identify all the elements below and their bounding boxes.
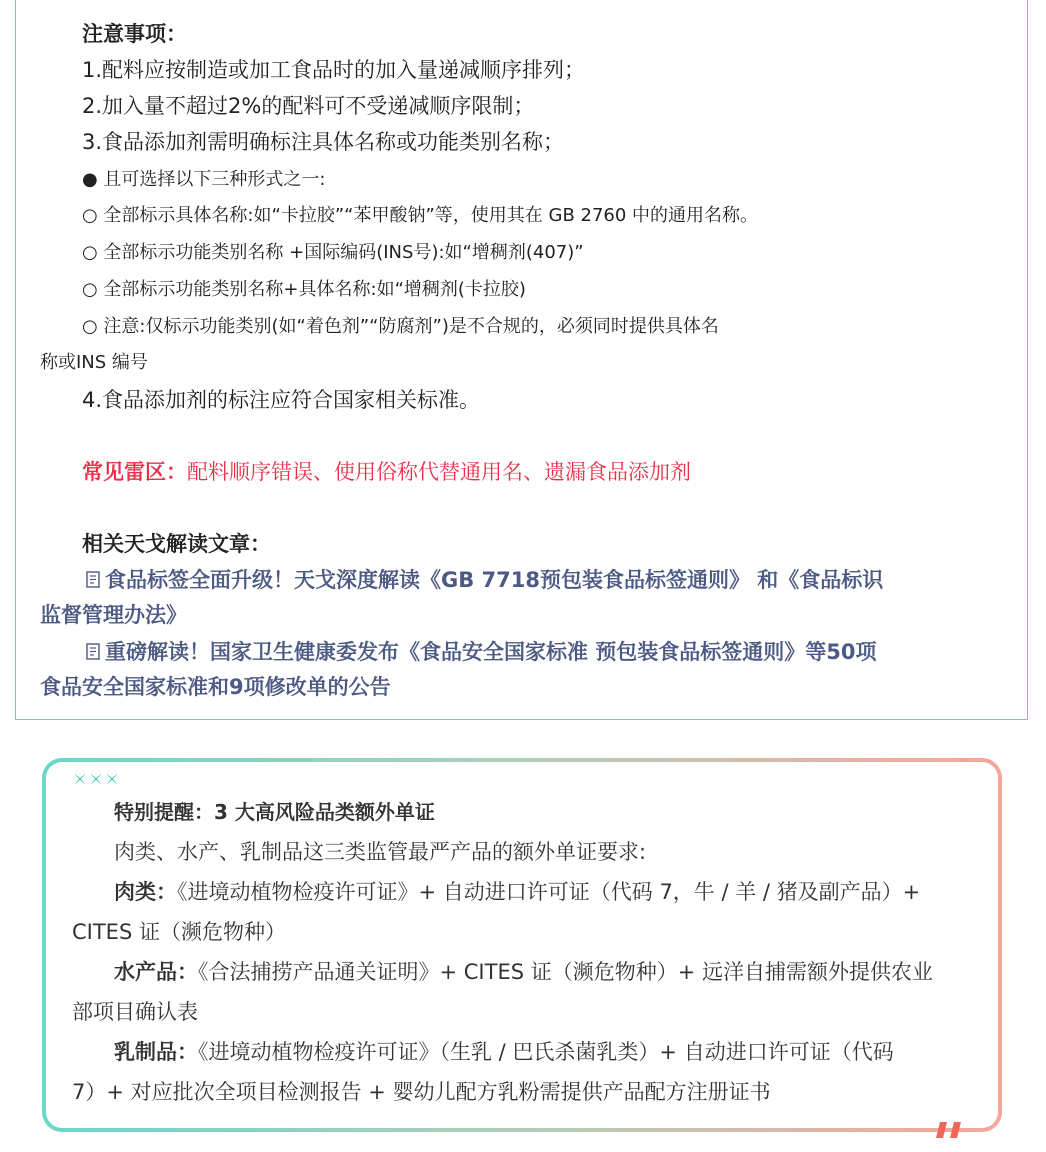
dairy-label: 乳制品： xyxy=(114,1040,198,1064)
reminder-aquatic xyxy=(114,960,933,985)
article-link-2[interactable] xyxy=(86,640,877,665)
note-subitem-1: ○ 全部标示具体名称:如“卡拉胶”“苯甲酸钠”等，使用其在 GB 2760 中的通用名称。 xyxy=(82,205,759,226)
reminder-meat-cont: CITES 证（濒危物种） xyxy=(72,920,286,944)
note-item-4: 4.食品添加剂的标注应符合国家相关标准。 xyxy=(82,388,481,412)
reminder-title: 特别提醒：3 大高风险品类额外单证 xyxy=(114,800,435,824)
article-link-2-text[interactable]: 重磅解读！国家卫生健康委发布《食品安全国家标准 预包装食品标签通则》等50项 xyxy=(105,640,877,664)
aquatic-text: 《合法捕捞产品通关证明》+ CITES 证（濒危物种）+ 远洋自捕需额外提供农业 xyxy=(198,960,933,984)
meat-label: 肉类： xyxy=(114,880,177,904)
reminder-aquatic-cont: 部项目确认表 xyxy=(72,1000,198,1024)
notes-heading: 注意事项： xyxy=(82,22,187,46)
note-item-1: 1.配料应按制造或加工食品时的加入量递减顺序排列； xyxy=(82,58,586,82)
reminder-meat xyxy=(114,880,920,905)
sparkle-decoration-icon xyxy=(72,771,122,787)
quote-mark-icon xyxy=(936,1120,966,1140)
note-subitem-4-cont: 称或INS 编号 xyxy=(40,352,148,373)
pitfalls-text: 配料顺序错误、使用俗称代替通用名、遗漏食品添加剂 xyxy=(187,460,691,484)
note-subitem-3: ○ 全部标示功能类别名称+具体名称:如“增稠剂(卡拉胶) xyxy=(82,279,526,300)
note-item-2: 2.加入量不超过2%的配料可不受递减顺序限制； xyxy=(82,94,535,118)
article-link-1[interactable] xyxy=(86,568,883,593)
note-subitem-2: ○ 全部标示功能类别名称 +国际编码(INS号):如“增稠剂(407)” xyxy=(82,242,584,263)
note-item-3: 3.食品添加剂需明确标注具体名称或功能类别名称； xyxy=(82,130,565,154)
article-link-1-cont[interactable]: 监督管理办法》 xyxy=(40,603,187,627)
aquatic-label: 水产品： xyxy=(114,960,198,984)
document-icon xyxy=(86,643,100,660)
article-link-1-text[interactable]: 食品标签全面升级！天戈深度解读《GB 7718预包装食品标签通则》 和《食品标识 xyxy=(105,568,884,592)
pitfalls-line xyxy=(82,460,691,485)
articles-heading: 相关天戈解读文章： xyxy=(82,532,271,556)
reminder-dairy-cont: 7）+ 对应批次全项目检测报告 + 婴幼儿配方乳粉需提供产品配方注册证书 xyxy=(72,1080,771,1104)
pitfalls-label: 常见雷区： xyxy=(82,460,187,484)
article-link-2-cont[interactable]: 食品安全国家标准和9项修改单的公告 xyxy=(40,675,391,699)
note-subitem-4: ○ 注意:仅标示功能类别(如“着色剂”“防腐剂”)是不合规的，必须同时提供具体名 xyxy=(82,316,719,337)
meat-text: 《进境动植物检疫许可证》+ 自动进口许可证（代码 7，牛 / 羊 / 猪及副产品）+ xyxy=(177,880,921,904)
note-bullet: ● 且可选择以下三种形式之一: xyxy=(82,169,326,190)
dairy-text: 《进境动植物检疫许可证》（生乳 / 巴氏杀菌乳类）+ 自动进口许可证（代码 xyxy=(198,1040,894,1064)
document-icon xyxy=(86,571,100,588)
reminder-dairy xyxy=(114,1040,894,1065)
reminder-intro: 肉类、水产、乳制品这三类监管最严产品的额外单证要求: xyxy=(114,840,647,864)
